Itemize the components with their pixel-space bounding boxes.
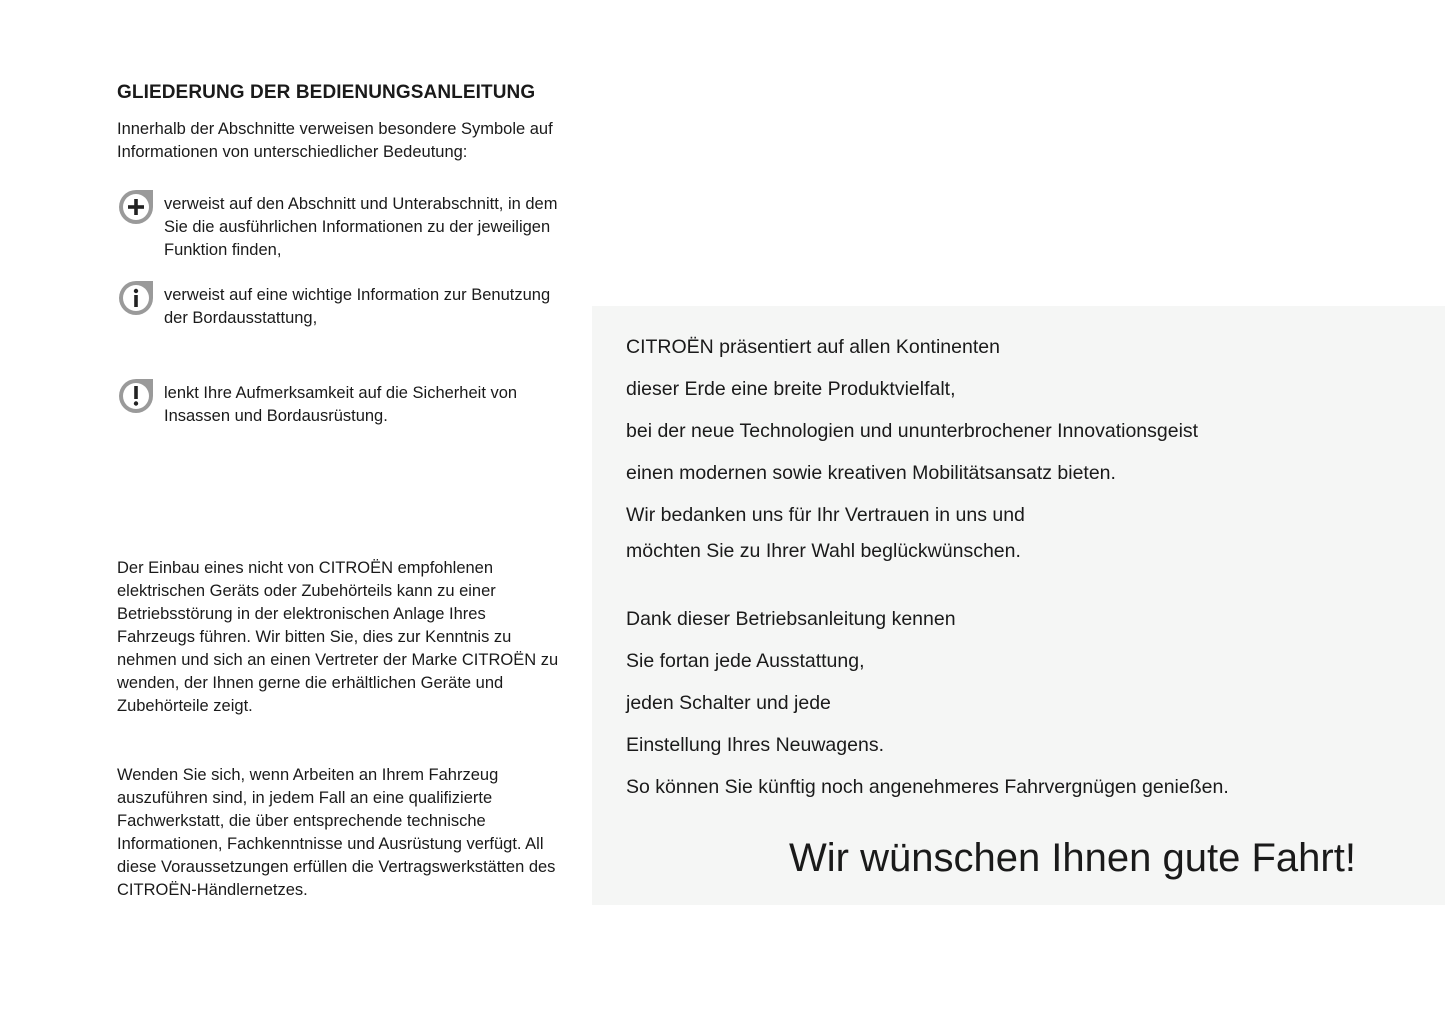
- welcome-line: einen modernen sowie kreativen Mobilitätsansatz bieten.: [626, 462, 1116, 484]
- info-circle-icon: [117, 279, 155, 317]
- plus-circle-icon: [117, 188, 155, 226]
- warning-circle-icon: [117, 377, 155, 415]
- welcome-line: dieser Erde eine breite Produktvielfalt,: [626, 378, 956, 400]
- intro-text: Innerhalb der Abschnitte verweisen besondere Symbole auf Informationen von unterschiedlicher Bedeutung:: [117, 120, 553, 161]
- welcome-line: So können Sie künftig noch angenehmeres Fahrvergnügen genießen.: [626, 776, 1229, 798]
- workshop-notice: Wenden Sie sich, wenn Arbeiten an Ihrem Fahrzeug auszuführen sind, in jedem Fall an eine qualifizierte Fachwerkstatt, die über entsprechende technische Informationen, Fachkenntnisse und Ausrüstung verfügt. All diese Voraussetzungen erfüllen die Vertragswerkstätten des CITROËN-Händlernetzes.: [117, 766, 556, 899]
- legend-text-reference: verweist auf den Abschnitt und Unterabschnitt, in dem Sie die ausführlichen Informationen zu der jeweiligen Funktion finden,: [164, 195, 558, 259]
- closing-greeting: Wir wünschen Ihnen gute Fahrt!: [789, 836, 1356, 880]
- legend-text-info: verweist auf eine wichtige Information zur Benutzung der Bordausstattung,: [164, 286, 551, 327]
- welcome-line: möchten Sie zu Ihrer Wahl beglückwünschen.: [626, 540, 1021, 562]
- welcome-line: Einstellung Ihres Neuwagens.: [626, 734, 884, 756]
- welcome-line: bei der neue Technologien und ununterbrochener Innovationsgeist: [626, 420, 1199, 442]
- welcome-line: CITROËN präsentiert auf allen Kontinenten: [626, 336, 1000, 358]
- welcome-line: Wir bedanken uns für Ihr Vertrauen in uns und: [626, 504, 1025, 526]
- accessories-notice: Der Einbau eines nicht von CITROËN empfohlenen elektrischen Geräts oder Zubehörteils kann zu einer Betriebsstörung in der elektronischen Anlage Ihres Fahrzeugs führen. Wir bitten Sie, dies zur Kenntnis zu nehmen und sich an einen Vertreter der Marke CITROËN zu wenden, der Ihnen gerne die erhältlichen Geräte und Zubehörteile zeigt.: [117, 559, 559, 715]
- welcome-line: Sie fortan jede Ausstattung,: [626, 650, 865, 672]
- welcome-panel: [592, 306, 1445, 905]
- welcome-line: jeden Schalter und jede: [626, 692, 831, 714]
- welcome-line: Dank dieser Betriebsanleitung kennen: [626, 608, 956, 630]
- legend-text-warning: lenkt Ihre Aufmerksamkeit auf die Sicherheit von Insassen und Bordausrüstung.: [164, 384, 518, 425]
- section-heading: GLIEDERUNG DER BEDIENUNGSANLEITUNG: [117, 82, 536, 103]
